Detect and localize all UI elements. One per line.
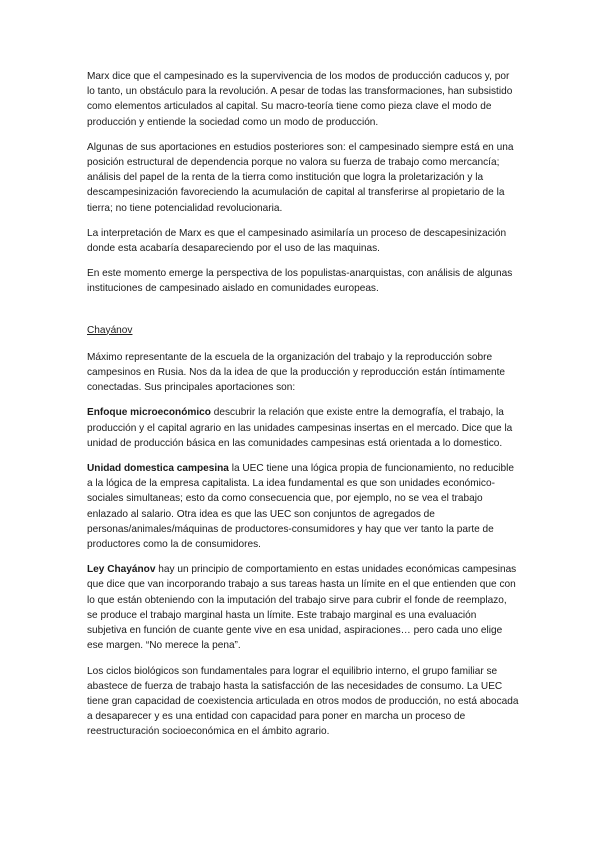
text-enfoque: descubrir la relación que existe entre la demografía, el trabajo, la producción y el capital agrario en las unidades campesinas insertas en el mercado. Dice que la unidad de producción básica en las comunidades campesinas está orientada a lo domestico. — [87, 407, 513, 449]
paragraph-ley-chayanov — [87, 562, 519, 653]
text-unidad-domestica: la UEC tiene una lógica propia de funcionamiento, no reducible a la lógica de la empresa capitalista. La idea fundamental es que son unidades económico-sociales simultaneas; esto da como consecuencia que, por ejemplo, no se vea el trabajo enlazado al salario. Otra idea es que las UEC son conjuntos de agregados de personas/animales/máquinas de productores-consumidores y hay que ver tanto la parte de productores como la de consumidores. — [87, 463, 514, 551]
paragraph-populists: En este momento emerge la perspectiva de los populistas-anarquistas, con análisis de algunas instituciones de campesinado aislado en comunidades europeas. — [87, 268, 513, 295]
text-ley-chayanov: hay un principio de comportamiento en estas unidades económicas campesinas que dice que van incorporando trabajo a sus tareas hasta un límite en el que entienden que con lo que están obteniendo con la imputación del trabajo sirve para cubrir el fonde de reemplazo, se produce el trabajo marginal hasta un límite. Este trabajo marginal es una evaluación subjetiva en función de cuante gente vive en esa unidad, aspiraciones… pero cada uno elige ese margen. “No merece la pena”. — [87, 564, 517, 652]
paragraph-enfoque — [87, 405, 519, 451]
paragraph-closing: Los ciclos biológicos son fundamentales para lograr el equilibrio interno, el grupo familiar se abastece de fuerza de trabajo hasta la satisfacción de las necesidades de consumo. La UEC tiene gran capacidad de coexistencia articulada en otros modos de producción, no está abocada a desaparecer y es una entidad con capacidad para poner en marcha un proceso de reestructuración socioeconómica en el ámbito agrario. — [87, 665, 519, 738]
term-unidad-domestica: Unidad domestica campesina — [87, 463, 229, 475]
paragraph-marx-interpretation: La interpretación de Marx es que el campesinado asimilaría un proceso de descapesinización donde esta acabaría desapareciendo por el uso de las maquinas. — [87, 227, 507, 255]
paragraph-chayanov-intro: Máximo representante de la escuela de la organización del trabajo y la reproducción sobre campesinos en Rusia. Nos da la idea de que la producción y reproducción están íntimamente conectadas. Sus principales aportaciones son: — [87, 351, 506, 394]
term-enfoque: Enfoque microeconómico — [87, 407, 211, 419]
paragraph-marx-intro: Marx dice que el campesinado es la supervivencia de los modos de producción caducos y, por lo tanto, un obstáculo para la revolución. A pesar de todas las transformaciones, han subsistido como elementos articulados al capital. Su macro-teoría tiene como pieza clave el modo de producción y entiende la sociedad como un modo de producción. — [87, 71, 513, 128]
term-ley-chayanov: Ley Chayánov — [87, 564, 156, 576]
paragraph-marx-contributions: Algunas de sus aportaciones en estudios posteriores son: el campesinado siempre está en una posición estructural de dependencia porque no valora su fuerza de trabajo como mercancía; análisis del papel de la renta de la tierra como institución que logra la proletarización y la descampesinización favoreciendo la acumulación de capital al transferirse al propietario de la tierra; no tiene potencialidad revolucionaria. — [87, 141, 514, 214]
paragraph-unidad-domestica — [87, 461, 519, 552]
section-title-chayanov: Chayánov — [87, 324, 133, 336]
